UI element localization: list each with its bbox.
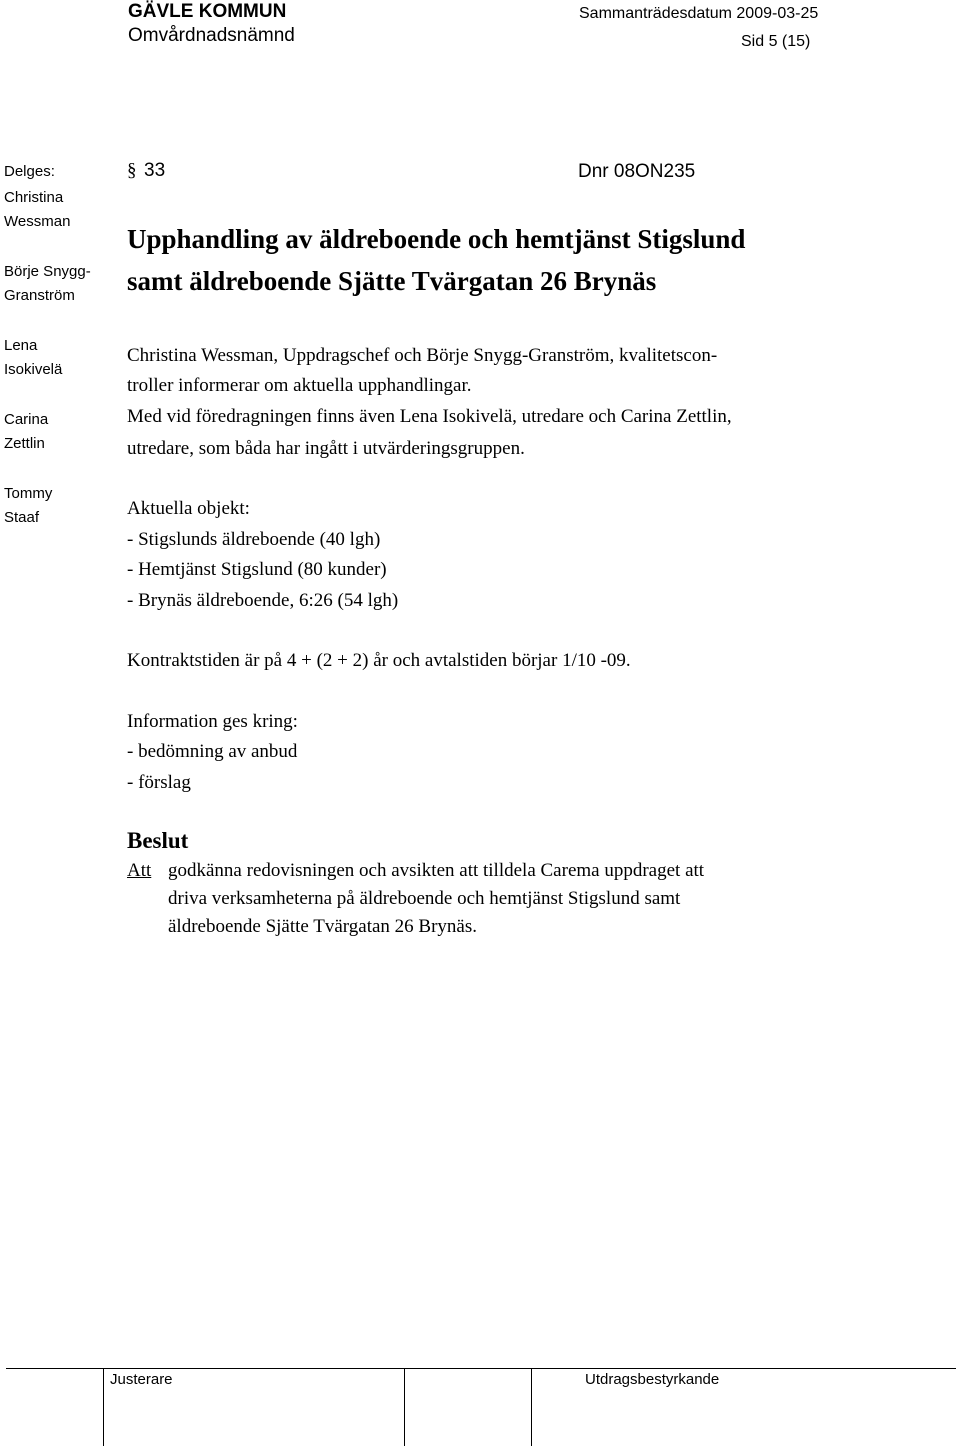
footer-rule: [6, 1368, 956, 1369]
body-line: Christina Wessman, Uppdragschef och Börje Snygg-Granström, kvalitetscon-: [127, 345, 718, 366]
object-item: - Stigslunds äldreboende (40 lgh): [127, 529, 381, 550]
distribution-line: Granström: [4, 287, 75, 304]
distribution-line: Tommy: [4, 485, 53, 502]
decision-line: godkänna redovisningen och avsikten att tilldela Carema uppdraget att: [168, 860, 705, 881]
board-name: Omvårdnadsnämnd: [128, 25, 295, 46]
footer-utdragsbestyrkande: Utdragsbestyrkande: [585, 1371, 720, 1388]
footer-divider: [103, 1368, 104, 1446]
paragraph-number: 33: [144, 160, 166, 181]
distribution-line: Wessman: [4, 213, 71, 230]
distribution-line: Lena: [4, 337, 38, 354]
distribution-line: Staaf: [4, 509, 40, 526]
body-line: Med vid föredragningen finns även Lena Isokivelä, utredare och Carina Zettlin,: [127, 406, 732, 427]
body-line: troller informerar om aktuella upphandlingar.: [127, 375, 472, 396]
footer-justerare: Justerare: [110, 1371, 173, 1388]
distribution-line: Christina: [4, 189, 64, 206]
section-title-line: samt äldreboende Sjätte Tvärgatan 26 Brynäs: [127, 266, 657, 296]
contract-text: Kontraktstiden är på 4 + (2 + 2) år och avtalstiden börjar 1/10 -09.: [127, 650, 631, 671]
distribution-line: Zettlin: [4, 435, 45, 452]
paragraph-symbol: §: [127, 160, 137, 181]
organization-name: GÄVLE KOMMUN: [128, 1, 287, 22]
distribution-line: Carina: [4, 411, 49, 428]
case-number: Dnr 08ON235: [578, 161, 696, 182]
meeting-date: Sammanträdesdatum 2009-03-25: [579, 5, 819, 22]
footer-divider: [404, 1368, 405, 1446]
objects-heading: Aktuella objekt:: [127, 498, 250, 519]
info-item: - bedömning av anbud: [127, 741, 298, 762]
object-item: - Brynäs äldreboende, 6:26 (54 lgh): [127, 590, 399, 611]
decision-line: driva verksamheterna på äldreboende och hemtjänst Stigslund samt: [168, 888, 681, 909]
object-item: - Hemtjänst Stigslund (80 kunder): [127, 559, 387, 580]
decision-line: äldreboende Sjätte Tvärgatan 26 Brynäs.: [168, 916, 478, 937]
info-item: - förslag: [127, 772, 191, 793]
decision-heading: Beslut: [127, 828, 189, 853]
distribution-line: Börje Snygg-: [4, 263, 91, 280]
distribution-label: Delges:: [4, 163, 55, 180]
decision-att-label: Att: [127, 860, 152, 881]
info-heading: Information ges kring:: [127, 711, 298, 732]
body-line: utredare, som båda har ingått i utvärderingsgruppen.: [127, 438, 525, 459]
distribution-line: Isokivelä: [4, 361, 63, 378]
footer-divider: [531, 1368, 532, 1446]
page-number: Sid 5 (15): [741, 33, 811, 50]
section-title-line: Upphandling av äldreboende och hemtjänst Stigslund: [127, 224, 746, 254]
